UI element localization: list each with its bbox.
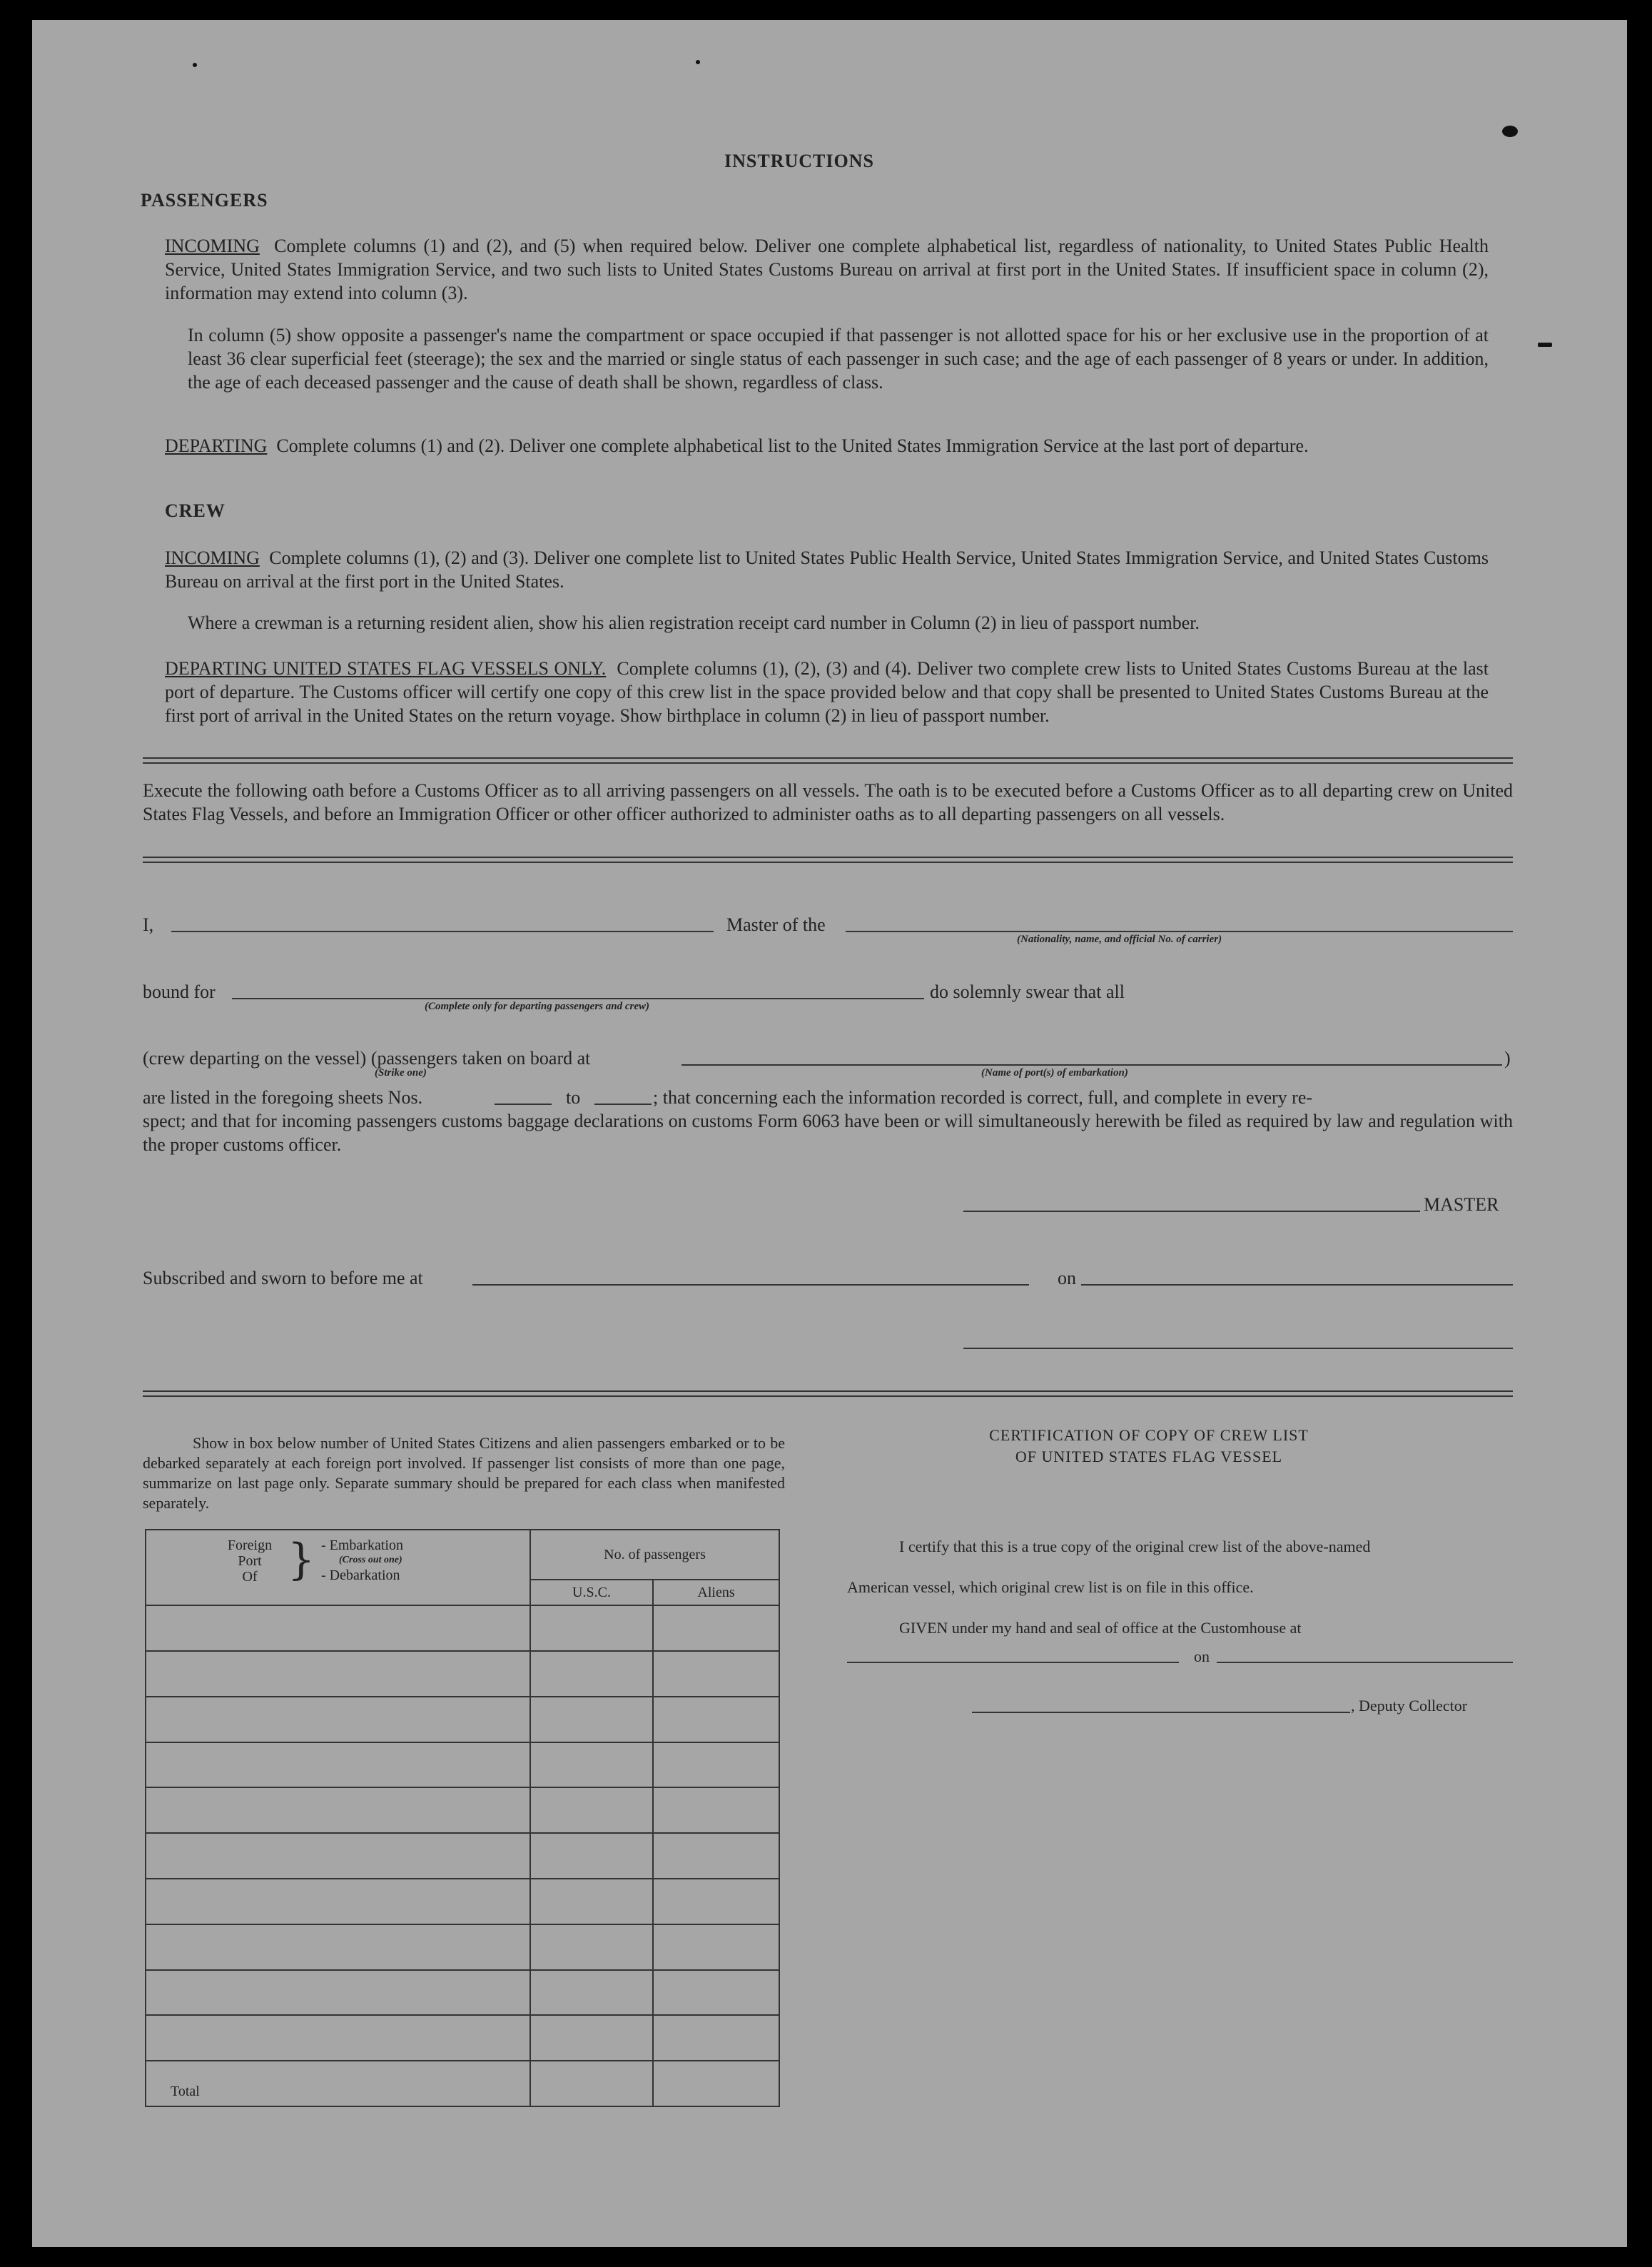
aliens-cell[interactable] <box>653 1833 779 1879</box>
usc-cell[interactable] <box>530 1742 653 1788</box>
bound-for-note: (Complete only for departing passengers and crew) <box>425 1001 649 1012</box>
sworn-date-field[interactable] <box>1081 1284 1513 1286</box>
listed-to-label: to <box>566 1087 581 1108</box>
carrier-field[interactable] <box>846 931 1513 932</box>
cross-out-note: (Cross out one) <box>339 1555 402 1565</box>
ink-speck <box>193 63 197 67</box>
listed-rest-text: spect; and that for incoming passengers customs baggage declarations on customs Form 6063 have been or will simultaneously herewith be filed as required by law and regulation with the proper customs officer. <box>143 1111 1513 1155</box>
port-cell[interactable] <box>146 1970 530 2016</box>
customhouse-field[interactable] <box>847 1662 1179 1663</box>
port-cell[interactable] <box>146 1833 530 1879</box>
embarkation-label: - Embarkation <box>321 1538 403 1553</box>
section-divider <box>143 757 1513 764</box>
ink-mark <box>1538 343 1552 347</box>
incoming-text: Complete columns (1) and (2), and (5) when required below. Deliver one complete alphabetical list, regardless of nationality, to United States Public Health Service, United States Immigration Service, and two such lists to United States Customs Bureau on arrival at first port in the United States. If insufficient space in column (2), information may extend into column (3). <box>165 236 1489 303</box>
aliens-total-cell[interactable] <box>653 2061 779 2106</box>
ink-spot <box>1502 126 1518 137</box>
master-name-field[interactable] <box>171 931 714 932</box>
aliens-cell[interactable] <box>653 1970 779 2016</box>
foreign-port-of-label: Foreign Port Of <box>227 1538 273 1585</box>
usc-cell[interactable] <box>530 1970 653 2016</box>
flag-vessels-text: Complete columns (1), (2), (3) and (4). Deliver two complete crew lists to United States Customs Bureau at the last port of departure. The Customs officer will certify one copy of this crew list in the space provided below and that copy shall be presented to United States Customs Bureau at the first port of arrival in the United States on the return voyage. Show birthplace in column (2) in lieu of passport number. <box>165 658 1489 726</box>
aliens-cell[interactable] <box>653 1879 779 1924</box>
deputy-collector-label: , Deputy Collector <box>1351 1697 1468 1715</box>
crew-incoming-text: Complete columns (1), (2) and (3). Deliver one complete list to United States Public Health Service, United States Immigration Service, and United States Customs Bureau on arrival at the first port in the United States. <box>165 547 1489 592</box>
certification-title-line2: OF UNITED STATES FLAG VESSEL <box>1015 1448 1283 1465</box>
section-divider <box>143 1390 1513 1397</box>
page-title: INSTRUCTIONS <box>724 151 874 171</box>
aliens-header: Aliens <box>653 1580 779 1605</box>
usc-cell[interactable] <box>530 2015 653 2061</box>
subscribed-label: Subscribed and sworn to before me at <box>143 1268 423 1288</box>
aliens-cell[interactable] <box>653 1605 779 1651</box>
sworn-on-label: on <box>1058 1268 1076 1288</box>
solemnly-swear-text: do solemnly swear that all <box>930 981 1125 1002</box>
aliens-cell[interactable] <box>653 1787 779 1833</box>
usc-cell[interactable] <box>530 1651 653 1697</box>
departing-text: Complete columns (1) and (2). Deliver one complete alphabetical list to the United States Immigration Service at the last port of departure. <box>276 435 1309 456</box>
flag-vessels-paragraph <box>165 657 1489 727</box>
flag-vessels-label: DEPARTING UNITED STATES FLAG VESSELS ONLY. <box>165 658 607 679</box>
usc-cell[interactable] <box>530 1833 653 1879</box>
aliens-cell[interactable] <box>653 1742 779 1788</box>
listed-line1-rest: ; that concerning each the information recorded is correct, full, and complete in every re- <box>653 1087 1313 1108</box>
crew-incoming-label: INCOMING <box>165 547 260 568</box>
usc-cell[interactable] <box>530 1605 653 1651</box>
incoming-label: INCOMING <box>165 236 260 256</box>
usc-total-cell[interactable] <box>530 2061 653 2106</box>
passengers-heading: PASSENGERS <box>141 190 268 211</box>
port-cell[interactable] <box>146 1742 530 1788</box>
port-cell[interactable] <box>146 1787 530 1833</box>
crewman-paragraph: Where a crewman is a returning resident alien, show his alien registration receipt card number in Column (2) in lieu of passport number. <box>188 612 1200 633</box>
close-paren: ) <box>1504 1048 1511 1069</box>
section-divider <box>143 857 1513 863</box>
brace-glyph: } <box>288 1535 315 1585</box>
usc-cell[interactable] <box>530 1924 653 1970</box>
passengers-departing-paragraph <box>165 434 1489 458</box>
passengers-incoming-paragraph <box>165 234 1489 305</box>
total-label: Total <box>146 2061 530 2106</box>
master-signature-field[interactable] <box>963 1211 1420 1212</box>
no-of-passengers-header: No. of passengers <box>530 1530 779 1580</box>
port-of-embarkation-field[interactable] <box>681 1064 1502 1066</box>
column5-paragraph: In column (5) show opposite a passenger's name the compartment or space occupied if that passenger is not allotted space for his or her exclusive use in the proportion of at least 36 clear superficial feet (steerage); the sex and the married or single status of each passenger in such case; and the age of each passenger of 8 years or under. In addition, the age of each deceased passenger and the cause of death shall be shown, regardless of class. <box>188 325 1489 393</box>
port-cell[interactable] <box>146 1879 530 1924</box>
port-cell[interactable] <box>146 1697 530 1742</box>
sheet-from-field[interactable] <box>495 1104 552 1105</box>
bound-for-field[interactable] <box>232 998 924 999</box>
sheet-to-field[interactable] <box>594 1104 652 1105</box>
port-note: (Name of port(s) of embarkation) <box>981 1067 1128 1079</box>
port-cell[interactable] <box>146 2015 530 2061</box>
port-cell[interactable] <box>146 1605 530 1651</box>
summary-instructions: Show in box below number of United States Citizens and alien passengers embarked or to be debarked separately at each foreign port involved. If passenger list consists of more than one page, summarize on last page only. Separate summary should be prepared for each class when manifested separately. <box>143 1434 785 1512</box>
usc-cell[interactable] <box>530 1879 653 1924</box>
certification-title-line1: CERTIFICATION OF COPY OF CREW LIST <box>989 1426 1309 1444</box>
bound-for-label: bound for <box>143 981 216 1002</box>
debarkation-label: - Debarkation <box>321 1567 400 1583</box>
crew-departing-text: (crew departing on the vessel) (passengers taken on board at <box>143 1048 591 1069</box>
certify-line2: American vessel, which original crew list is on file in this office. <box>847 1578 1254 1596</box>
given-text: GIVEN under my hand and seal of office at the Customhouse at <box>899 1619 1302 1637</box>
sworn-place-field[interactable] <box>472 1284 1029 1286</box>
usc-cell[interactable] <box>530 1697 653 1742</box>
port-cell[interactable] <box>146 1924 530 1970</box>
aliens-cell[interactable] <box>653 2015 779 2061</box>
crew-incoming-paragraph <box>165 546 1489 593</box>
usc-header: U.S.C. <box>530 1580 653 1605</box>
ink-speck <box>696 60 700 64</box>
passenger-summary-table <box>145 1529 780 2107</box>
departing-label: DEPARTING <box>165 435 268 456</box>
aliens-cell[interactable] <box>653 1697 779 1742</box>
form-page <box>32 20 1627 2247</box>
usc-cell[interactable] <box>530 1787 653 1833</box>
foreign-port-header <box>146 1530 530 1605</box>
officer-signature-field[interactable] <box>963 1348 1513 1349</box>
certification-title <box>899 1425 1399 1468</box>
master-of-the-label: Master of the <box>726 914 826 935</box>
aliens-cell[interactable] <box>653 1924 779 1970</box>
deputy-collector-signature-field[interactable] <box>972 1712 1350 1713</box>
port-cell[interactable] <box>146 1651 530 1697</box>
oath-intro: Execute the following oath before a Customs Officer as to all arriving passengers on all vessels. The oath is to be executed before a Customs Officer as to all departing crew on United States Flag Vessels, and before an Immigration Officer or other officer authorized to administer oaths as to all departing passengers on all vessels. <box>143 780 1513 824</box>
crew-heading: CREW <box>165 500 225 521</box>
master-label: MASTER <box>1424 1194 1499 1215</box>
certification-on-label: on <box>1194 1647 1210 1665</box>
aliens-cell[interactable] <box>653 1651 779 1697</box>
oath-i-label: I, <box>143 914 154 935</box>
strike-note: (Strike one) <box>375 1067 427 1079</box>
certification-date-field[interactable] <box>1217 1662 1513 1663</box>
carrier-note: (Nationality, name, and official No. of carrier) <box>1017 934 1222 945</box>
certify-line1: I certify that this is a true copy of the original crew list of the above-named <box>899 1538 1371 1555</box>
listed-sheets-label: are listed in the foregoing sheets Nos. <box>143 1087 423 1108</box>
